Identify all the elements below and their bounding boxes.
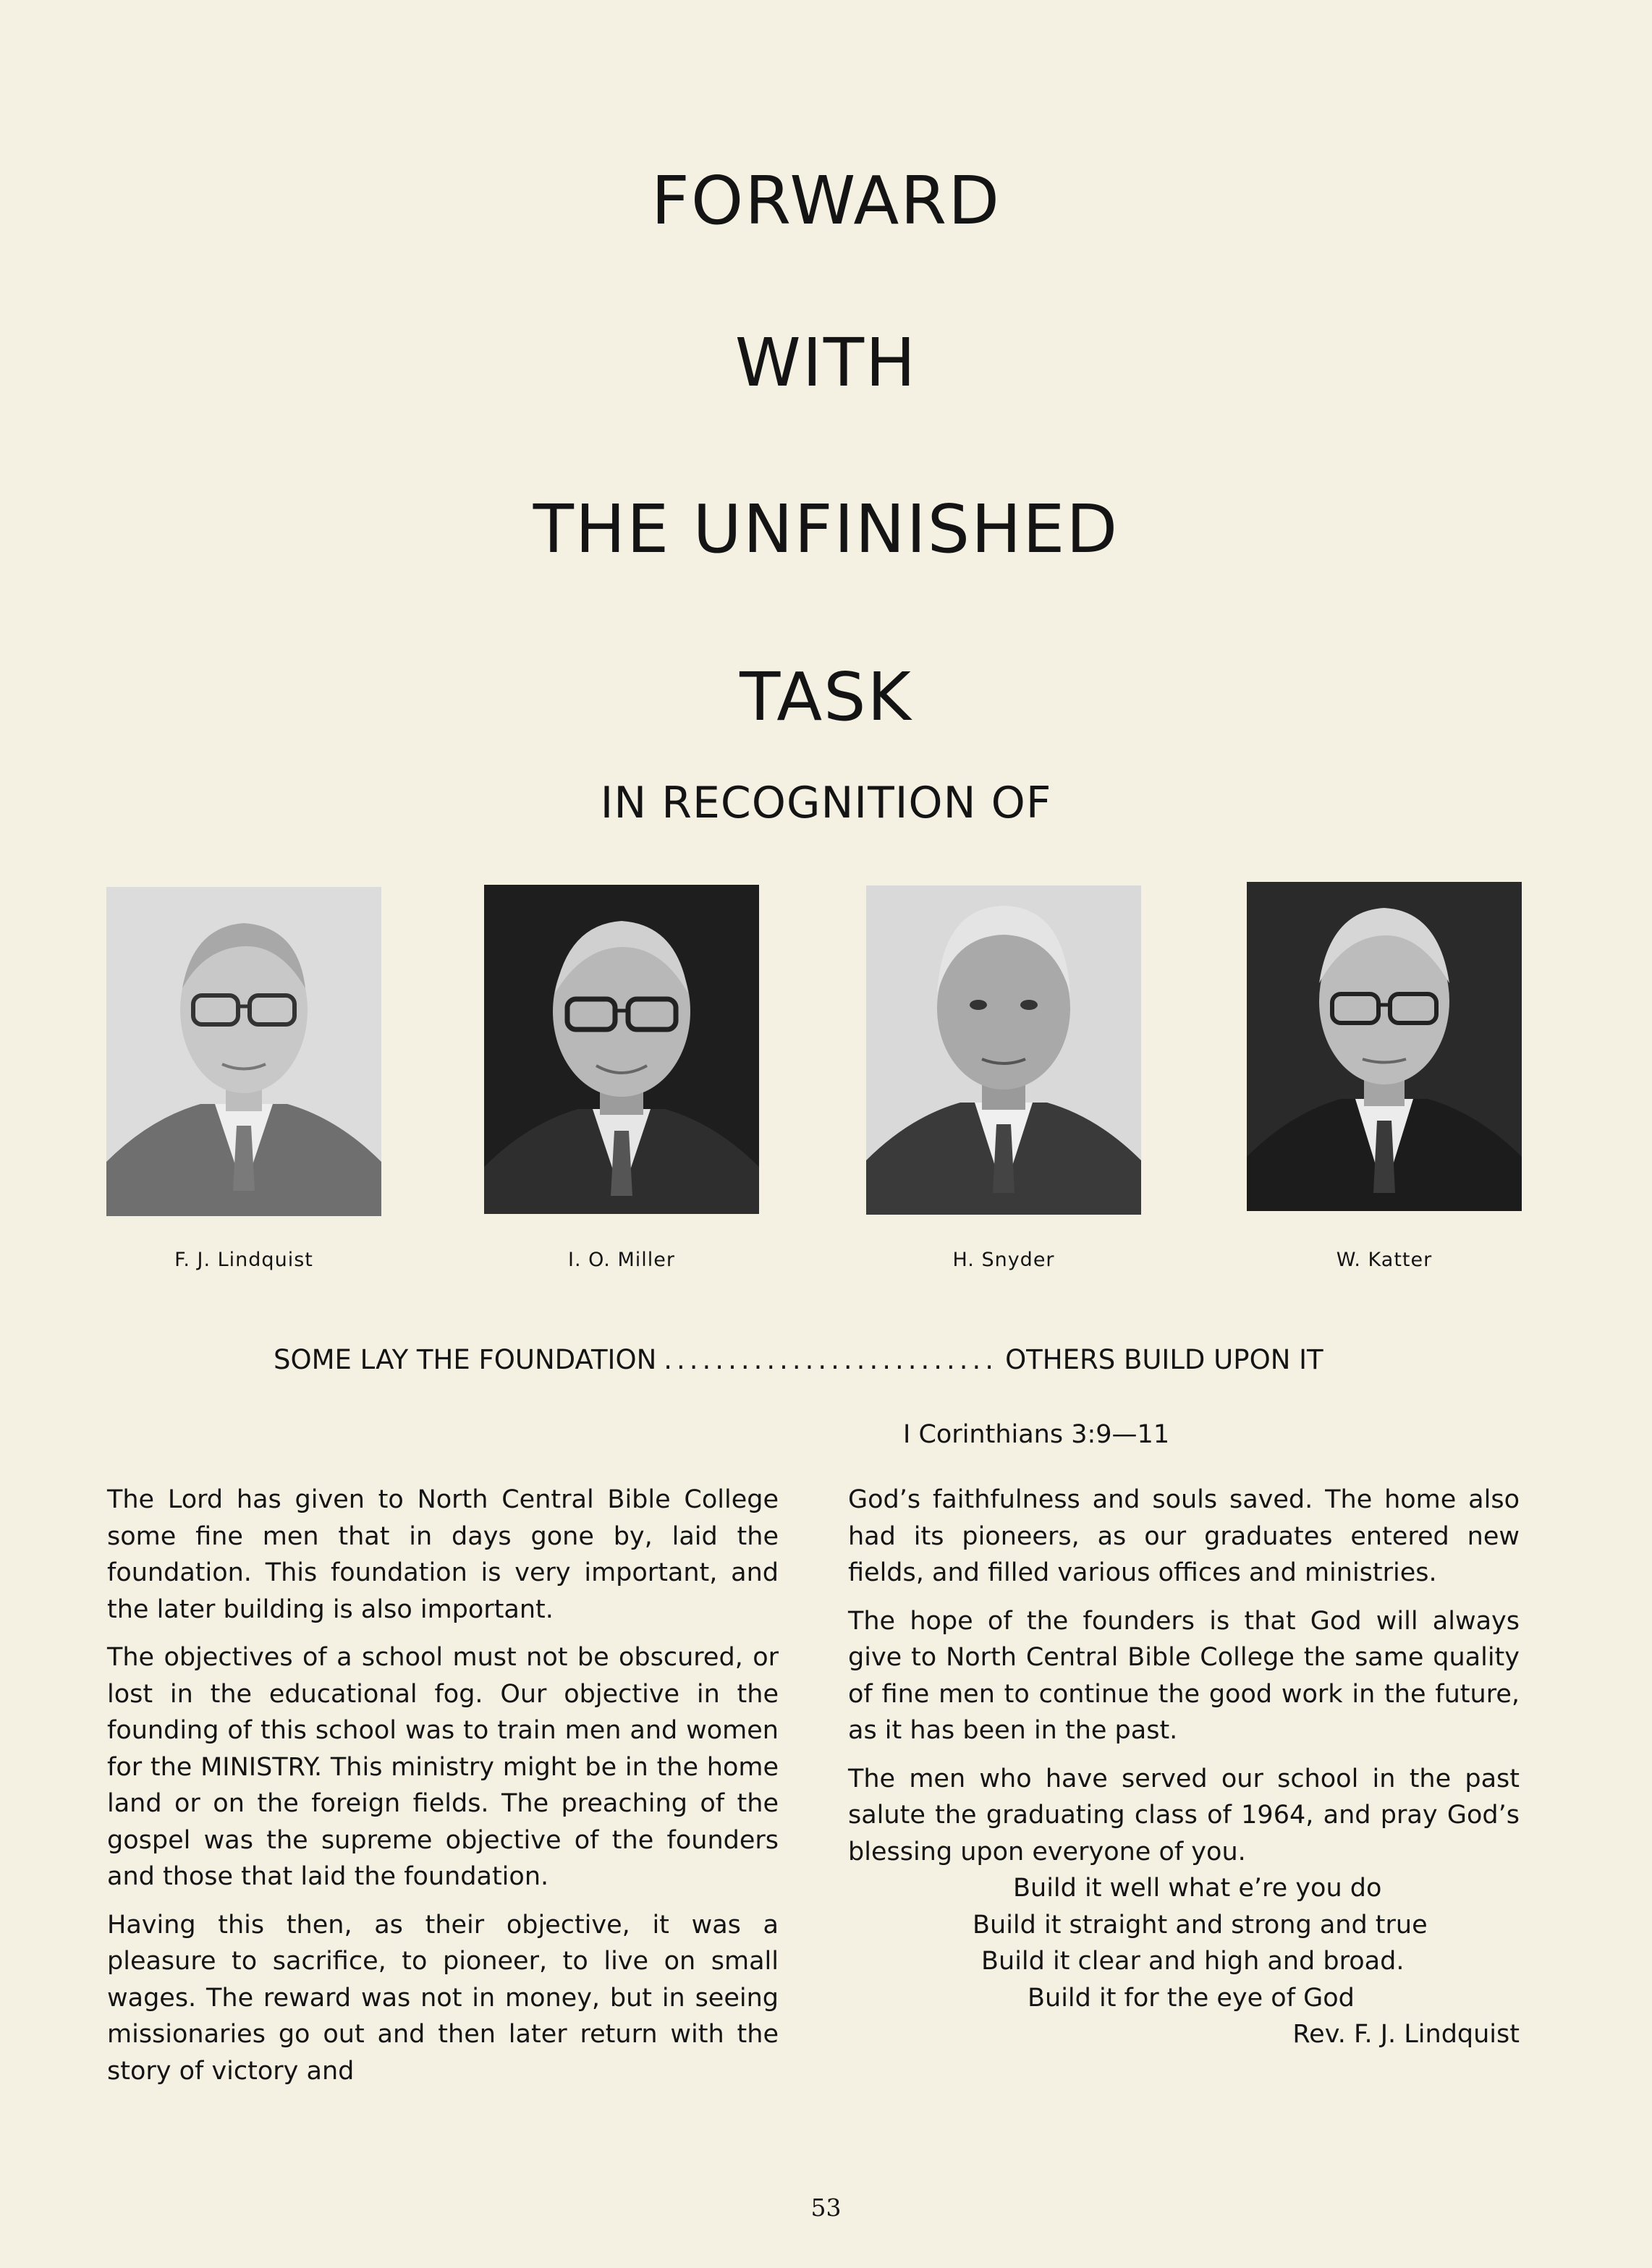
paragraph: The hope of the founders is that God will always give to North Central Bible College the same quality of fine men to continue the good work in the future, as it has been in the past. [848,1606,1520,1745]
portrait-photo-katter [1247,882,1522,1211]
poem-line: Build it well what e’re you do [1013,1874,1382,1903]
subtitle: IN RECOGNITION OF [600,778,1052,828]
paragraph: The Lord has given to North Central Bible College some fine men that in days gone by, laid the foundation. This foundation is very important, and the later building is also important. [107,1485,779,1624]
motto-leader-dots: .......................... [664,1344,999,1375]
portrait-caption: H. Snyder [952,1249,1055,1271]
portrait-caption: W. Katter [1336,1249,1433,1271]
scripture-reference: I Corinthians 3:9—11 [903,1420,1170,1449]
portrait-caption: I. O. Miller [568,1249,675,1271]
paragraph: The objectives of a school must not be obscured, or lost in the educational fog. Our objective in the founding of this school was to train men and women for the MINISTRY. This ministry might be in the home land or on the foreign fields. The preaching of the gospel was the supreme objective of the founders and those that laid the foundation. [107,1643,779,1891]
page-number: 53 [810,2193,842,2222]
paragraph: The men who have served our school in the past salute the graduating class of 1964, and pray God’s blessing upon everyone of you. [848,1764,1520,1866]
motto-left: SOME LAY THE FOUNDATION [274,1344,657,1375]
paragraph: Having this then, as their objective, it was a pleasure to sacrifice, to pioneer, to live on small wages. The reward was not in money, but in seeing missionaries go out and then later return with the story of victory and [107,1910,779,2086]
poem [848,1870,1520,2053]
motto-right: OTHERS BUILD UPON IT [1005,1344,1323,1375]
title-line-3: THE UNFINISHED [533,490,1119,568]
portrait-photo-miller [484,885,759,1214]
paragraph: God’s faithfulness and souls saved. The home also had its pioneers, as our graduates entered new fields, and filled various offices and ministries. [848,1485,1520,1587]
foundation-motto [274,1344,1359,1375]
portrait-caption: F. J. Lindquist [174,1249,313,1271]
left-column [107,1482,779,2101]
poem-line: Build it clear and high and broad. [981,1947,1405,1976]
title-line-4: TASK [740,658,912,736]
title-line-2: WITH [734,324,918,402]
poem-line: Build it straight and strong and true [973,1910,1428,1940]
title-line-1: FORWARD [651,162,1001,239]
signature: Rev. F. J. Lindquist [1292,2020,1520,2049]
right-column [848,1482,1520,2053]
portrait-photo-lindquist [106,887,381,1216]
poem-line: Build it for the eye of God [1028,1983,1355,2013]
portrait-photo-snyder [866,885,1141,1215]
